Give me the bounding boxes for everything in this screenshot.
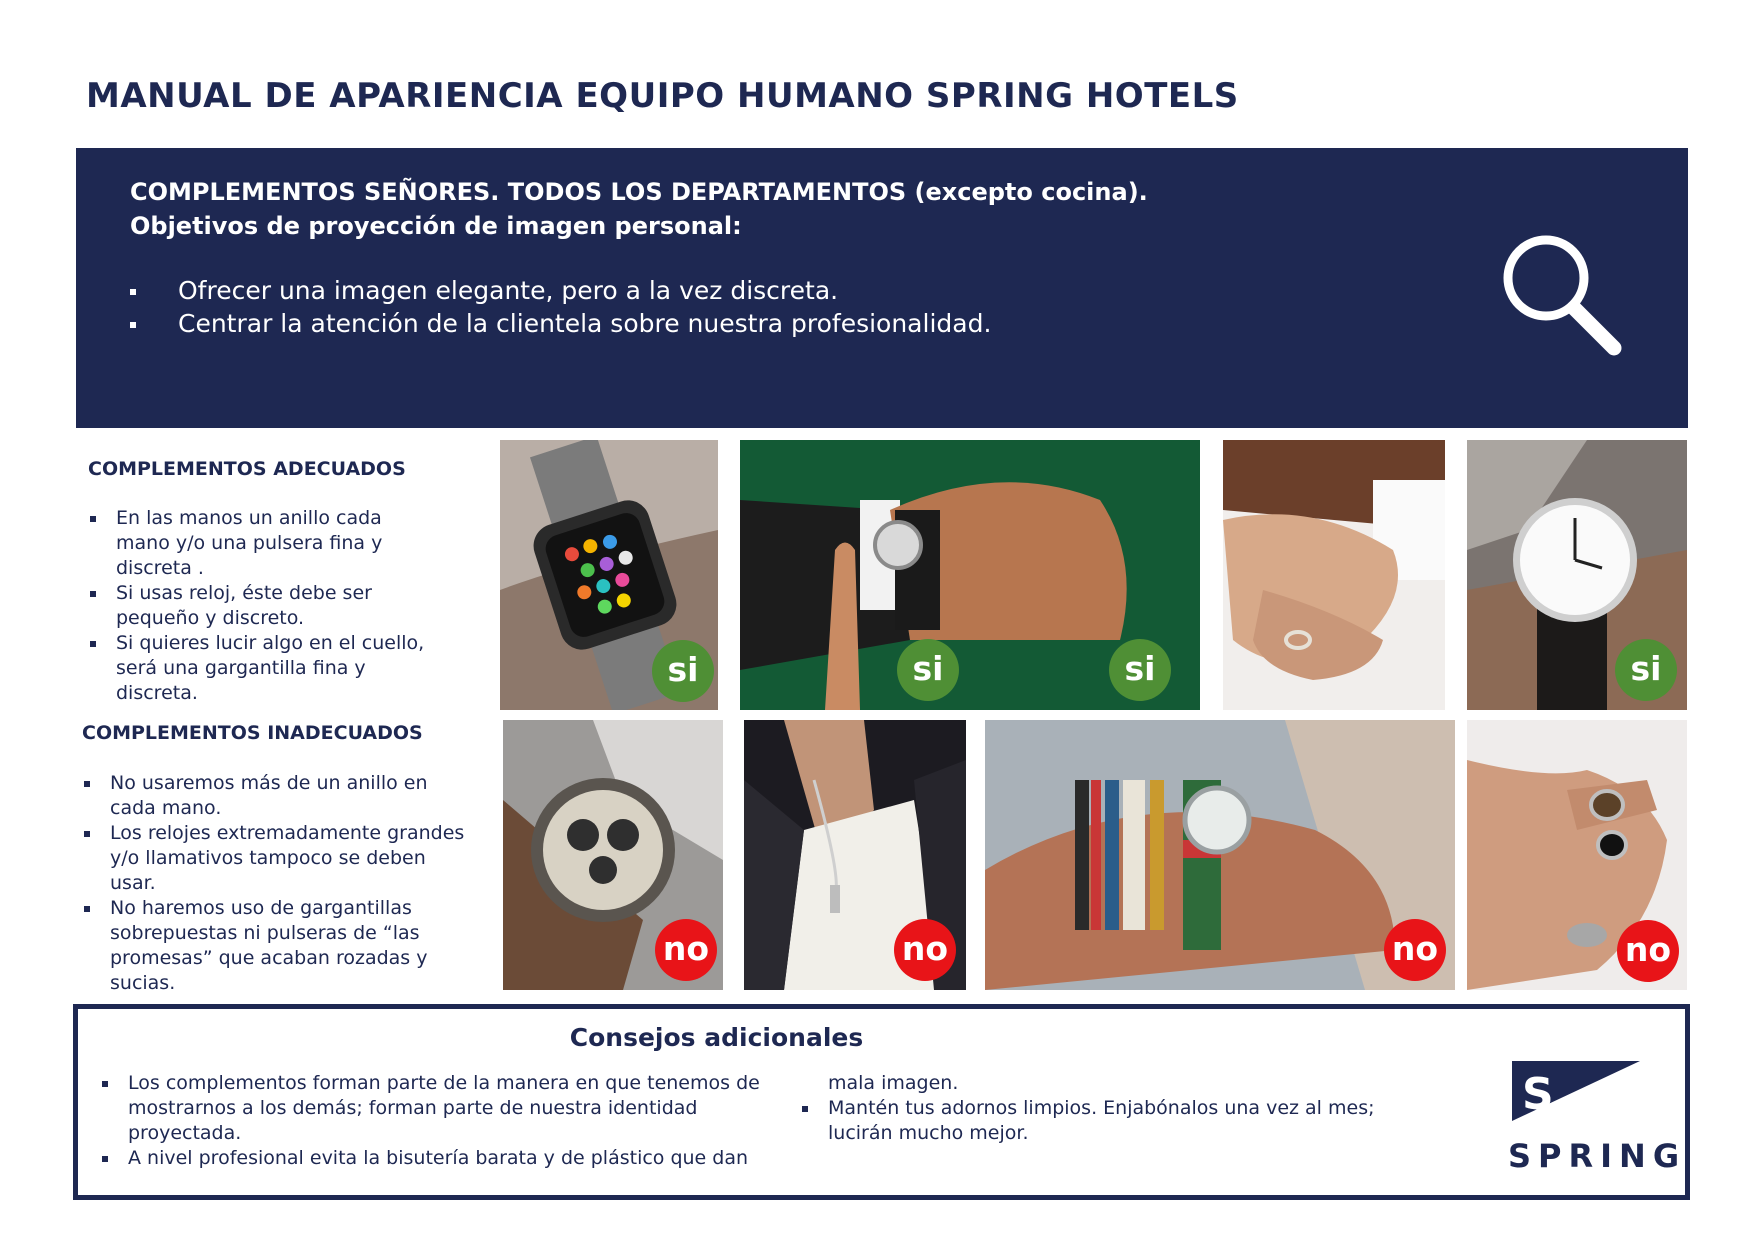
inadecuados-item: Los relojes extremadamente grandes y/o llamativos tampoco se deben usar. — [82, 821, 472, 896]
advice-item: Mantén tus adornos limpios. Enjabónalos una vez al mes; lucirán mucho mejor. — [800, 1096, 1440, 1146]
search-icon — [1496, 232, 1626, 362]
inadecuados-item: No usaremos más de un anillo en cada mano. — [82, 771, 472, 821]
wristwatch-check-photo — [740, 440, 1200, 710]
no-badge: no — [1384, 919, 1446, 981]
spring-logo-text: SPRING — [1508, 1137, 1687, 1175]
advice-item: Los complementos forman parte de la manera en que tenemos de mostrarnos a los demás; forman parte de nuestra identidad proyectada. — [100, 1071, 790, 1146]
adecuados-item: Si quieres lucir algo en el cuello, será una gargantilla fina y discreta. — [88, 631, 428, 706]
advice-item: A nivel profesional evita la bisutería barata y de plástico que dan — [100, 1146, 790, 1171]
banner-subheading: Objetivos de proyección de imagen personal: — [130, 212, 742, 240]
necklace-photo — [744, 720, 966, 990]
no-badge: no — [894, 919, 956, 981]
objective-item: Centrar la atención de la clientela sobre nuestra profesionalidad. — [130, 307, 991, 340]
si-badge: si — [897, 639, 959, 701]
advice-list-right — [800, 1071, 1440, 1146]
si-badge: si — [652, 640, 714, 702]
smartwatch-photo — [500, 440, 718, 710]
page-title: MANUAL DE APARIENCIA EQUIPO HUMANO SPRING HOTELS — [86, 76, 1239, 116]
si-badge: si — [1109, 639, 1171, 701]
svg-text:S: S — [1522, 1069, 1554, 1120]
advice-title: Consejos adicionales — [569, 1023, 864, 1052]
adecuados-title: COMPLEMENTOS ADECUADOS — [88, 458, 406, 480]
objective-item: Ofrecer una imagen elegante, pero a la vez discreta. — [130, 274, 991, 307]
si-badge: si — [1615, 639, 1677, 701]
no-badge: no — [655, 919, 717, 981]
adecuados-list — [88, 506, 428, 706]
advice-list-left — [100, 1071, 790, 1171]
multiple-rings-photo — [1467, 720, 1687, 990]
objectives-banner — [76, 148, 1688, 428]
adecuados-item: En las manos un anillo cada mano y/o una pulsera fina y discreta . — [88, 506, 428, 581]
big-watch-photo — [503, 720, 723, 990]
bracelets-photo — [985, 720, 1455, 990]
inadecuados-item: No haremos uso de gargantillas sobrepuestas ni pulseras de “las promesas” que acaban rozadas y sucias. — [82, 896, 472, 996]
inadecuados-list — [82, 771, 472, 996]
ring-hands-photo — [1223, 440, 1445, 710]
advice-box — [73, 1004, 1690, 1200]
adecuados-item: Si usas reloj, éste debe ser pequeño y discreto. — [88, 581, 428, 631]
no-badge: no — [1617, 920, 1679, 982]
banner-heading: COMPLEMENTOS SEÑORES. TODOS LOS DEPARTAMENTOS (excepto cocina). — [130, 178, 1148, 206]
objectives-list — [130, 274, 991, 340]
advice-item-continuation: mala imagen. — [828, 1072, 959, 1094]
classic-watch-photo — [1467, 440, 1687, 710]
inadecuados-title: COMPLEMENTOS INADECUADOS — [82, 722, 423, 744]
